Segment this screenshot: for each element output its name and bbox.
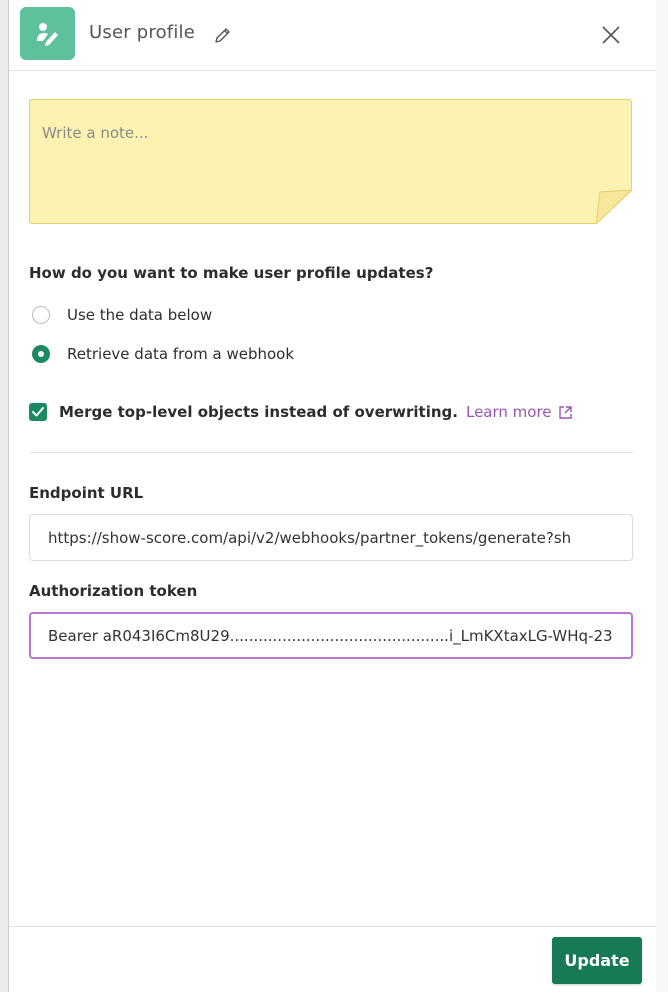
radio-option-webhook[interactable] [32,342,294,366]
external-link-icon [558,405,573,420]
right-rail [656,0,668,992]
radio-button-unchecked[interactable] [32,306,50,324]
learn-more-link[interactable] [466,403,573,421]
footer-divider [9,926,656,927]
user-edit-icon [20,7,75,60]
update-mode-question: How do you want to make user profile updates? [29,264,434,282]
endpoint-url-label: Endpoint URL [29,484,144,502]
left-rail [0,0,9,992]
merge-option [29,400,573,424]
merge-label: Merge top-level objects instead of overwriting. [59,403,458,421]
merge-checkbox[interactable] [29,403,47,421]
close-icon[interactable] [601,25,621,45]
page-title: User profile [89,22,196,43]
radio-label: Retrieve data from a webhook [67,345,295,363]
note-fold-corner [596,190,632,224]
radio-option-use-data[interactable] [32,303,212,327]
section-divider [29,452,633,453]
update-button[interactable]: Update [552,937,642,984]
authorization-token-input[interactable] [29,612,633,659]
pencil-icon[interactable] [213,25,233,45]
sticky-note [29,99,632,224]
endpoint-url-input[interactable] [29,514,633,561]
note-textarea[interactable] [30,100,631,223]
checkmark-icon [31,405,45,419]
authorization-token-label: Authorization token [29,582,198,600]
learn-more-text: Learn more [465,403,552,421]
radio-label: Use the data below [67,306,213,324]
radio-button-checked[interactable] [32,345,50,363]
user-profile-panel [9,0,656,992]
panel-header [9,0,656,71]
